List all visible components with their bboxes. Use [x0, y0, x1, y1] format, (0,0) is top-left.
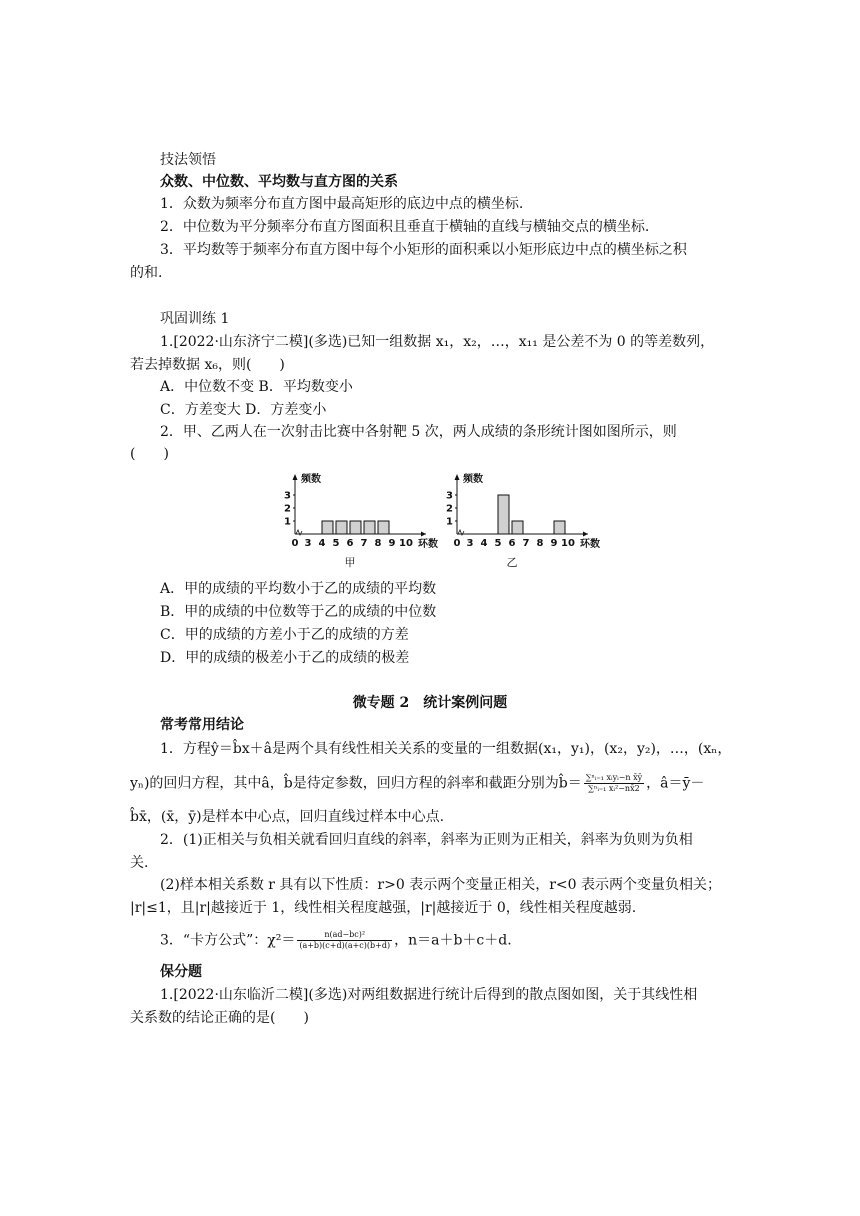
x-tick-label: 4	[480, 538, 488, 549]
list-item: 2．中位数为平分频率分布直方图面积且垂直于横轴的直线与横轴交点的横坐标.	[160, 219, 650, 235]
practice-heading: 巩固训练 1	[160, 311, 230, 327]
x-axis-arrow	[583, 532, 588, 537]
x-tick-label: 6	[508, 538, 516, 549]
chart-caption: 乙	[506, 556, 518, 569]
answer-option: C．方差变大 D．方差变小	[160, 402, 327, 418]
bar-chart-jia	[280, 470, 438, 570]
question-text: ( )	[130, 446, 169, 462]
paragraph: b̂x̄，(x̄，ȳ)是样本中心点，回归直线过样本中心点.	[130, 809, 445, 825]
x-tick-label: 3	[304, 538, 312, 549]
paragraph: 1．方程ŷ＝b̂x＋â是两个具有线性相关关系的变量的一组数据(x₁，y₁)，(x₂，y₂)，…，(xₙ，	[160, 741, 732, 757]
y-tick-label: 2	[284, 503, 291, 515]
bar	[378, 521, 389, 534]
fraction-denominator: (a+b)(c+d)(a+c)(b+d)	[299, 941, 391, 950]
question-text: 1.[2022·山东济宁二模](多选)已知一组数据 x₁，x₂，…，x₁₁ 是公差不为 0 的等差数列，	[160, 334, 715, 350]
bar	[498, 495, 509, 534]
x-axis-label: 环数	[418, 539, 438, 550]
fraction-numerator: n(ad−bc)²	[297, 930, 392, 941]
section-subheading: 众数、中位数、平均数与直方图的关系	[160, 174, 398, 190]
bar	[336, 521, 347, 534]
x-tick-label: 4	[318, 538, 326, 549]
answer-option: C．甲的成绩的方差小于乙的成绩的方差	[160, 627, 409, 643]
y-axis-label: 频数	[301, 474, 321, 485]
y-tick-label: 3	[284, 490, 291, 502]
bar	[512, 521, 523, 534]
chi-square-formula	[297, 930, 392, 951]
list-item: 3．平均数等于频率分布直方图中每个小矩形的面积乘以小矩形底边中点的横坐标之积	[160, 242, 687, 258]
question-text: 若去掉数据 x₆，则( )	[130, 357, 285, 373]
slope-formula	[584, 773, 644, 794]
fraction-numerator: ∑ⁿᵢ₌₁ xᵢyᵢ−n x̄ȳ	[585, 773, 643, 782]
y-tick-label: 3	[446, 490, 453, 502]
question-text: 2．甲、乙两人在一次射击比赛中各射靶 5 次，两人成绩的条形统计图如图所示，则	[160, 424, 677, 440]
y-tick-label: 2	[446, 503, 453, 515]
x-tick-label: 10	[561, 538, 575, 549]
paragraph	[130, 773, 730, 794]
answer-option: D．甲的成绩的极差小于乙的成绩的极差	[160, 650, 410, 666]
y-tick-label: 1	[446, 516, 453, 528]
x-tick-label: 7	[360, 538, 368, 549]
section-subheading: 保分题	[160, 964, 202, 980]
bar	[322, 521, 333, 534]
fraction-denominator: ∑ⁿᵢ₌₁ xᵢ²−nx̄2	[588, 784, 640, 793]
x-tick-label: 3	[466, 538, 474, 549]
bar	[364, 521, 375, 534]
answer-option: A．甲的成绩的平均数小于乙的成绩的平均数	[160, 581, 437, 597]
answer-option: B．甲的成绩的中位数等于乙的成绩的中位数	[160, 604, 437, 620]
y-axis-arrow	[293, 474, 298, 480]
y-tick-label: 1	[284, 516, 291, 528]
x-tick-label: 0	[291, 538, 299, 549]
question-text: 1.[2022·山东临沂二模](多选)对两组数据进行统计后得到的散点图如图，关于其线性相	[160, 987, 698, 1003]
text-segment: ，n＝a＋b＋c＋d.	[394, 932, 512, 949]
section-subheading: 常考常用结论	[160, 717, 244, 733]
x-tick-label: 9	[388, 538, 396, 549]
paragraph	[160, 930, 760, 951]
y-axis-arrow	[455, 474, 460, 480]
x-axis-label: 环数	[580, 539, 600, 550]
x-tick-label: 10	[399, 538, 413, 549]
x-tick-label: 8	[374, 538, 382, 549]
text-segment: yₙ)的回归方程，其中â，b̂是待定参数，回归方程的斜率和截距分别为b̂＝	[130, 775, 582, 792]
section-heading: 技法领悟	[160, 152, 216, 168]
bar	[554, 521, 565, 534]
x-tick-label: 5	[494, 538, 502, 549]
paragraph: 2．(1)正相关与负相关就看回归直线的斜率，斜率为正则为正相关，斜率为负则为负相	[160, 832, 693, 848]
x-tick-label: 8	[536, 538, 544, 549]
x-tick-label: 6	[346, 538, 354, 549]
x-axis-arrow	[421, 532, 426, 537]
paragraph: |r|≤1，且|r|越接近于 1，线性相关程度越强，|r|越接近于 0，线性相关程度越弱.	[130, 900, 637, 916]
y-axis-label: 频数	[463, 474, 483, 485]
bar	[350, 521, 361, 534]
bar-chart-yi	[442, 470, 607, 570]
paragraph: (2)样本相关系数 r 具有以下性质：r>0 表示两个变量正相关，r<0 表示两个变量负相关；	[160, 877, 721, 893]
x-tick-label: 5	[332, 538, 340, 549]
list-item-continuation: 的和.	[130, 265, 163, 281]
chart-caption: 甲	[344, 556, 356, 569]
section-title: 微专题 2 统计案例问题	[352, 695, 508, 711]
answer-option: A．中位数不变 B．平均数变小	[160, 379, 353, 395]
paragraph: 关.	[130, 855, 149, 871]
question-text: 关系数的结论正确的是( )	[130, 1010, 309, 1026]
x-tick-label: 9	[550, 538, 558, 549]
text-segment: ，â＝ȳ－	[646, 775, 705, 792]
list-item: 1．众数为频率分布直方图中最高矩形的底边中点的横坐标.	[160, 196, 524, 212]
x-tick-label: 0	[453, 538, 461, 549]
text-segment: 3．“卡方公式”：χ²＝	[160, 932, 296, 949]
x-tick-label: 7	[522, 538, 530, 549]
